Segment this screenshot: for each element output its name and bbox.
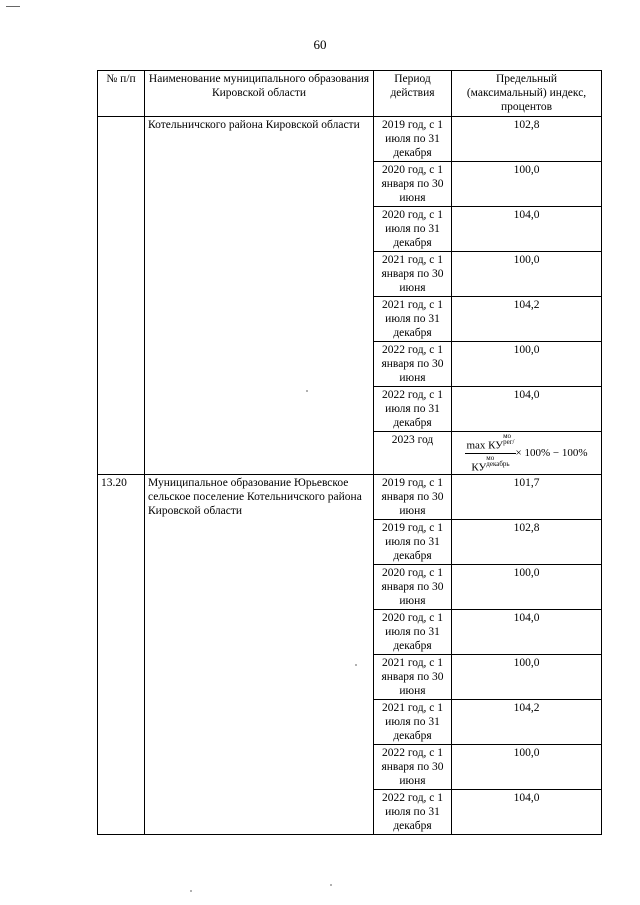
index-cell: 100,0 <box>452 252 602 297</box>
index-cell: 102,8 <box>452 520 602 565</box>
period-cell: 2022 год, с 1 января по 30 июня <box>374 745 452 790</box>
index-cell: 104,2 <box>452 700 602 745</box>
period-cell: 2019 год, с 1 января по 30 июня <box>374 475 452 520</box>
scan-speck <box>306 390 308 392</box>
index-cell: 101,7 <box>452 475 602 520</box>
period-cell: 2021 год, с 1 января по 30 июня <box>374 655 452 700</box>
formula-numerator: max КУмо рег/ <box>466 432 515 452</box>
index-formula <box>455 433 598 473</box>
scan-mark <box>6 6 20 7</box>
period-cell: 2019 год, с 1 июля по 31 декабря <box>374 520 452 565</box>
index-cell: 102,8 <box>452 117 602 162</box>
index-cell: 104,0 <box>452 207 602 252</box>
section2-num: 13.20 <box>98 475 145 835</box>
formula-cell <box>452 432 602 475</box>
table-header-row <box>98 71 602 117</box>
index-cell: 104,0 <box>452 387 602 432</box>
section1-name: Котельничского района Кировской области <box>145 117 374 475</box>
formula-tail: × 100% − 100% <box>515 447 588 460</box>
header-period: Период действия <box>374 71 452 117</box>
header-index: Предельный (максимальный) индекс, процентов <box>452 71 602 117</box>
table-row <box>98 475 602 520</box>
scan-speck <box>190 890 192 892</box>
period-cell: 2023 год <box>374 432 452 475</box>
page-number: 60 <box>313 37 327 52</box>
index-cell: 104,0 <box>452 610 602 655</box>
period-cell: 2020 год, с 1 июля по 31 декабря <box>374 610 452 655</box>
scan-speck <box>330 884 332 886</box>
period-cell: 2022 год, с 1 июля по 31 декабря <box>374 790 452 835</box>
period-cell: 2022 год, с 1 января по 30 июня <box>374 342 452 387</box>
index-cell: 100,0 <box>452 162 602 207</box>
index-cell: 104,2 <box>452 297 602 342</box>
scan-speck <box>355 664 357 666</box>
formula-denominator: КУмо декабрь <box>471 453 510 474</box>
index-cell: 100,0 <box>452 745 602 790</box>
section1-num <box>98 117 145 475</box>
table-row <box>98 117 602 162</box>
period-cell: 2020 год, с 1 января по 30 июня <box>374 162 452 207</box>
period-cell: 2021 год, с 1 июля по 31 декабря <box>374 700 452 745</box>
header-num: № п/п <box>98 71 145 117</box>
index-cell: 100,0 <box>452 565 602 610</box>
period-cell: 2020 год, с 1 января по 30 июня <box>374 565 452 610</box>
section2-name: Муниципальное образование Юрьевское сельское поселение Котельничского района Кировской области <box>145 475 374 835</box>
period-cell: 2019 год, с 1 июля по 31 декабря <box>374 117 452 162</box>
period-cell: 2021 год, с 1 июля по 31 декабря <box>374 297 452 342</box>
index-cell: 104,0 <box>452 790 602 835</box>
index-cell: 100,0 <box>452 342 602 387</box>
period-cell: 2020 год, с 1 июля по 31 декабря <box>374 207 452 252</box>
index-table <box>97 70 602 835</box>
index-cell: 100,0 <box>452 655 602 700</box>
period-cell: 2021 год, с 1 января по 30 июня <box>374 252 452 297</box>
period-cell: 2022 год, с 1 июля по 31 декабря <box>374 387 452 432</box>
header-name: Наименование муниципального образования Кировской области <box>145 71 374 117</box>
formula-fraction <box>465 433 515 473</box>
